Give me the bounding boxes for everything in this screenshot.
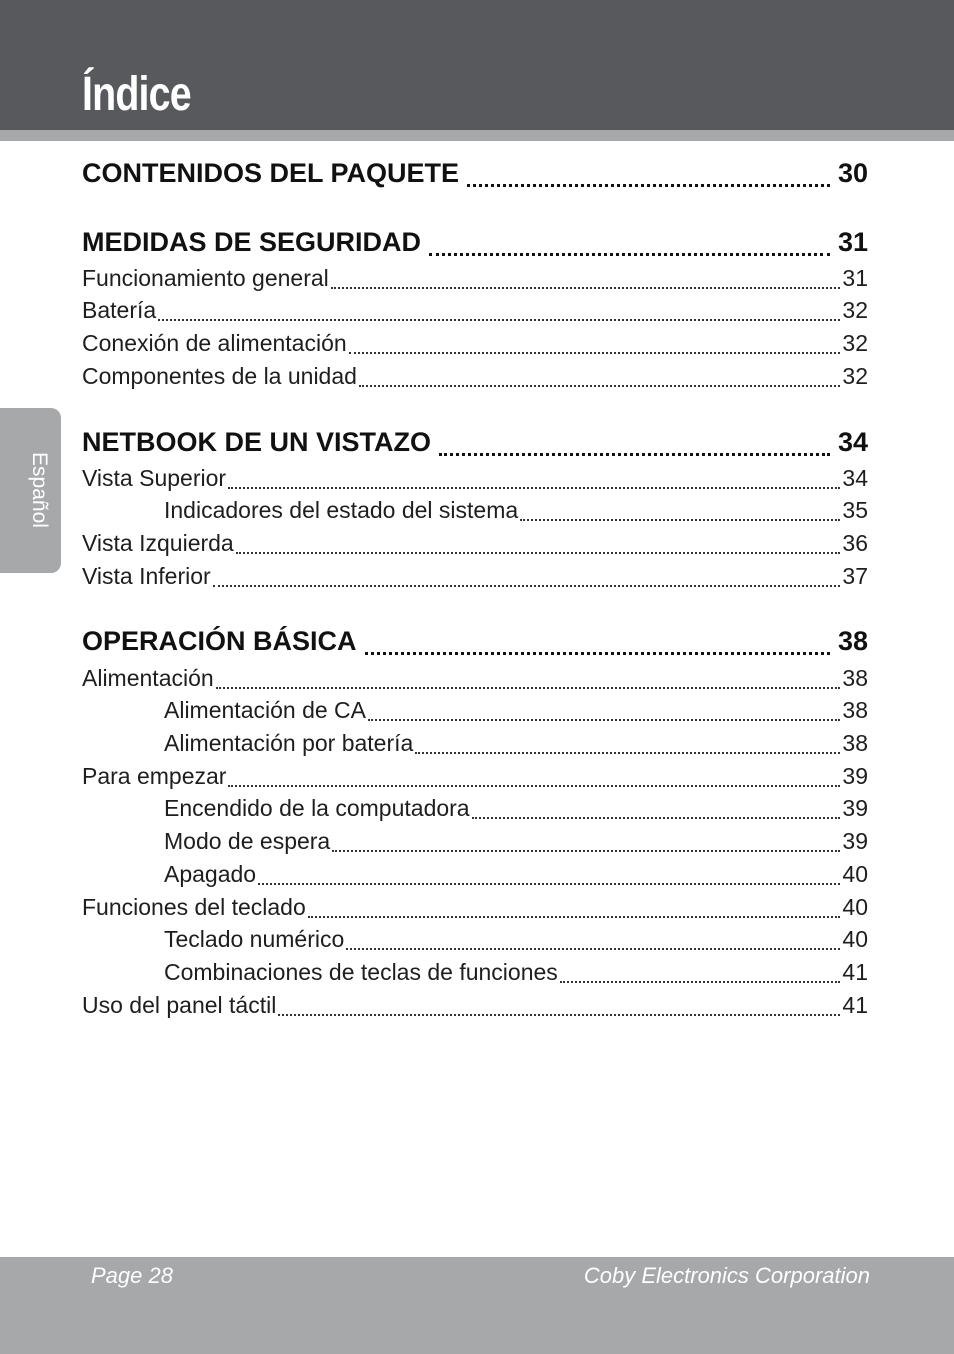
toc-entry-label: Alimentación [82, 665, 214, 691]
toc-subentry[interactable] [82, 497, 868, 527]
toc-entry-page: 38 [842, 730, 868, 756]
toc-entry-page: 38 [842, 665, 868, 691]
dot-leader [439, 453, 830, 456]
toc-entry-page: 31 [842, 265, 868, 291]
dot-leader [346, 948, 840, 950]
toc-entry-page: 32 [842, 363, 868, 389]
dot-leader [520, 519, 840, 521]
toc-entry-label: Para empezar [82, 763, 227, 789]
toc-entry-page: 40 [842, 894, 868, 920]
toc-entry-page: 39 [842, 828, 868, 854]
toc-entry[interactable] [82, 894, 868, 924]
dot-leader [308, 916, 841, 918]
footer-company: Coby Electronics Corporation [583, 1263, 870, 1288]
dot-leader [349, 352, 841, 354]
toc-section-page: 31 [837, 227, 868, 257]
dot-leader [368, 719, 840, 721]
toc-section-operacion[interactable] [82, 626, 868, 662]
dot-leader [236, 552, 841, 554]
toc-subentry[interactable] [82, 697, 868, 727]
toc-entry-page: 34 [842, 465, 868, 491]
toc-entry-label: Componentes de la unidad [82, 363, 357, 389]
dot-leader [278, 1014, 840, 1016]
toc-subentry[interactable] [82, 926, 868, 956]
dot-leader [467, 184, 830, 187]
toc-entry-page: 32 [842, 297, 868, 323]
toc-subentry[interactable] [82, 730, 868, 760]
toc-section-title: MEDIDAS DE SEGURIDAD [82, 227, 422, 257]
toc-section-page: 30 [837, 158, 868, 188]
toc-section-page: 38 [837, 626, 868, 656]
toc-entry-label: Apagado [164, 861, 257, 887]
toc-entry-label: Funcionamiento general [82, 265, 329, 291]
toc-entry-label: Indicadores del estado del sistema [164, 497, 519, 523]
toc-entry-page: 40 [842, 926, 868, 952]
toc-entry[interactable] [82, 297, 868, 327]
toc-entry-label: Vista Izquierda [82, 530, 234, 556]
toc-entry-page: 32 [842, 330, 868, 356]
toc-section-title: OPERACIÓN BÁSICA [82, 626, 357, 656]
dot-leader [365, 652, 830, 655]
toc-entry-label: Vista Inferior [82, 563, 211, 589]
toc-entry-page: 36 [842, 530, 868, 556]
dot-leader [331, 287, 841, 289]
dot-leader [228, 785, 840, 787]
dot-leader [359, 385, 840, 387]
page-title: Índice [82, 68, 191, 121]
toc-entry-page: 39 [842, 795, 868, 821]
toc-subentry[interactable] [82, 861, 868, 891]
dot-leader [332, 850, 840, 852]
dot-leader [472, 817, 841, 819]
toc-entry[interactable] [82, 665, 868, 695]
toc-entry-page: 40 [842, 861, 868, 887]
header-stripe [0, 130, 954, 141]
toc-entry[interactable] [82, 763, 868, 793]
toc-entry-page: 41 [842, 959, 868, 985]
toc-section-title: NETBOOK DE UN VISTAZO [82, 427, 432, 457]
toc-section-contenidos[interactable] [82, 158, 868, 194]
toc-entry-page: 38 [842, 697, 868, 723]
toc-entry-page: 37 [842, 563, 868, 589]
toc-entry-page: 39 [842, 763, 868, 789]
toc-entry-page: 35 [842, 497, 868, 523]
toc-entry-label: Alimentación de CA [164, 697, 366, 723]
dot-leader [213, 585, 841, 587]
toc-entry[interactable] [82, 363, 868, 393]
toc-entry-label: Batería [82, 297, 157, 323]
toc-section-title: CONTENIDOS DEL PAQUETE [82, 158, 460, 188]
toc-subentry[interactable] [82, 959, 868, 989]
language-tab-label: Español [28, 452, 51, 528]
dot-leader [258, 883, 840, 885]
dot-leader [228, 487, 840, 489]
dot-leader [158, 319, 840, 321]
dot-leader [560, 981, 841, 983]
toc-entry[interactable] [82, 563, 868, 593]
toc-section-netbook[interactable] [82, 427, 868, 463]
toc-entry-label: Alimentación por batería [164, 730, 414, 756]
toc-entry-label: Encendido de la computadora [164, 795, 470, 821]
toc-entry-label: Conexión de alimentación [82, 330, 347, 356]
toc-entry-label: Combinaciones de teclas de funciones [164, 959, 558, 985]
toc-entry[interactable] [82, 265, 868, 295]
toc-subentry[interactable] [82, 828, 868, 858]
toc-entry-label: Uso del panel táctil [82, 992, 277, 1018]
toc-entry[interactable] [82, 330, 868, 360]
toc-entry-label: Funciones del teclado [82, 894, 306, 920]
toc-subentry[interactable] [82, 795, 868, 825]
toc-entry-label: Teclado numérico [164, 926, 345, 952]
dot-leader [429, 253, 830, 256]
toc-entry-page: 41 [842, 992, 868, 1018]
dot-leader [216, 687, 841, 689]
toc-entry[interactable] [82, 992, 868, 1022]
dot-leader [415, 752, 840, 754]
toc-entry-label: Vista Superior [82, 465, 227, 491]
toc-entry[interactable] [82, 465, 868, 495]
toc-section-seguridad[interactable] [82, 227, 868, 263]
toc-entry-label: Modo de espera [164, 828, 331, 854]
toc-entry[interactable] [82, 530, 868, 560]
footer-page-number: Page 28 [91, 1263, 173, 1288]
toc-section-page: 34 [837, 427, 868, 457]
